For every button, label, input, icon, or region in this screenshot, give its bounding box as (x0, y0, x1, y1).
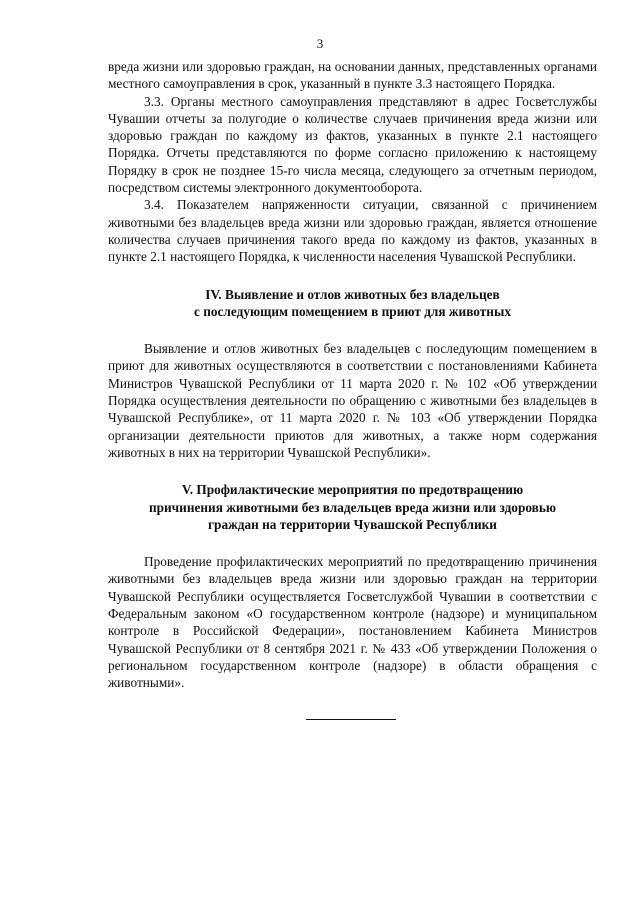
section-heading-v-line1: V. Профилактические мероприятия по предотвращению (181, 482, 524, 498)
section-heading-iv-line1: IV. Выявление и отлов животных без владельцев (205, 286, 500, 302)
paragraph-continuation: вреда жизни или здоровью граждан, на основании данных, представленных органами местного самоуправления в срок, указанный в пункте 3.3 настоящего Порядка. (108, 59, 597, 92)
section-heading-iv-line2: с последующим помещением в приют для животных (193, 303, 512, 319)
page-number: 3 (316, 36, 324, 51)
document-body (108, 58, 597, 692)
paragraph-3-4: 3.4. Показателем напряженности ситуации, связанной с причинением животными без владельцев вреда жизни или здоровью граждан, является отношение количества случаев причинения такого вреда по каждому из фактов, указанных в пункте 2.1 настоящего Порядка, к численности населения Чувашской Республики. (108, 197, 597, 265)
paragraph-section-v: Проведение профилактических мероприятий по предотвращению причинения животными без владельцев вреда жизни или здоровью граждан на территории Чувашской Республики осуществляется Госветслужбой Чувашии в соответствии с Федеральным законом «О государственном контроле (надзоре) и муниципальном контроле в Российской Федерации», постановлением Кабинета Министров Чувашской Республики от 8 сентября 2021 г. № 433 «Об утверждении Положения о региональном государственном контроле (надзоре) в области обращения с животными». (108, 554, 597, 691)
section-heading-v-line3: граждан на территории Чувашской Республики (208, 516, 497, 532)
end-divider (306, 719, 396, 720)
section-heading-iv (108, 286, 597, 321)
section-heading-v (108, 481, 597, 533)
paragraph-3-3: 3.3. Органы местного самоуправления представляют в адрес Госветслужбы Чувашии отчеты за полугодие о количестве случаев причинения вреда жизни или здоровью граждан по каждому из фактов, указанных в пункте 2.1 настоящего Порядка. Отчеты представляются по форме согласно приложению к настоящему Порядку в срок не позднее 15-го числа месяца, следующего за отчетным периодом, посредством системы электронного документооборота. (108, 93, 597, 196)
paragraph-section-iv: Выявление и отлов животных без владельцев с последующим помещением в приют для животных осуществляются в соответствии с постановлениями Кабинета Министров Чувашской Республики от 11 марта 2020 г. № 102 «Об утверждении Порядка осуществления деятельности по обращению с животными без владельцев в Чувашской Республике», от 11 марта 2020 г. № 103 «Об утверждении Порядка организации деятельности приютов для животных, а также норм содержания животных в них на территории Чувашской Республики». (108, 341, 597, 460)
section-heading-v-line2: причинения животными без владельцев вреда жизни или здоровью (148, 499, 557, 515)
